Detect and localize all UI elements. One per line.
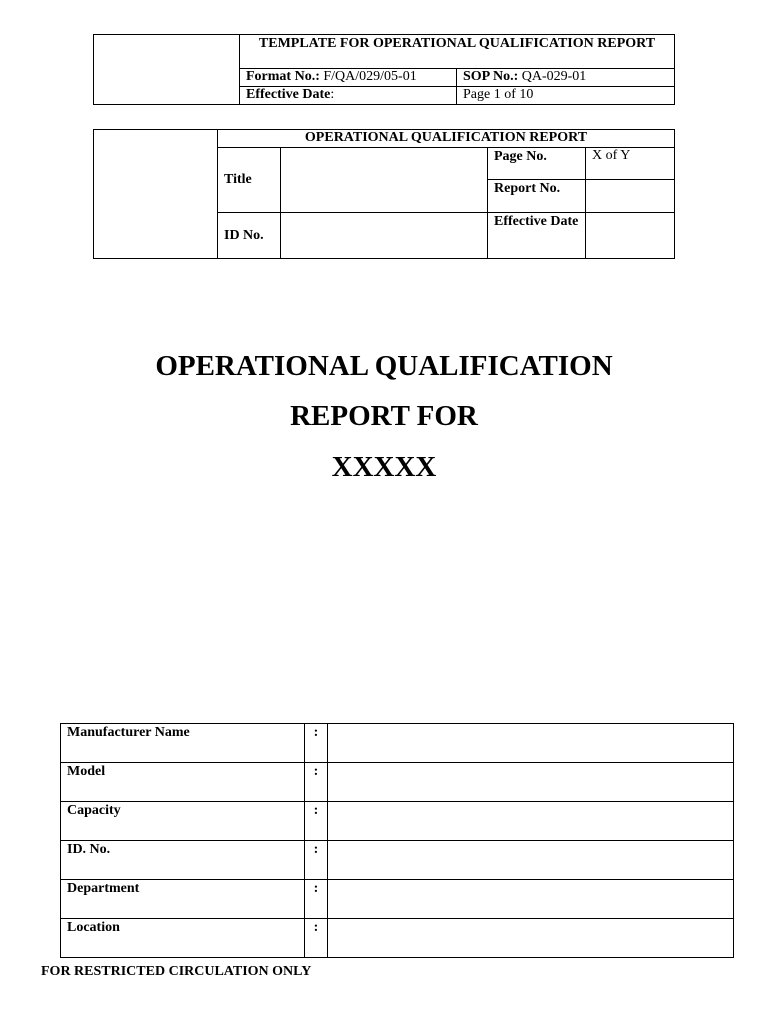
- manufacturer-name-field[interactable]: [328, 724, 734, 763]
- capacity-field[interactable]: [328, 802, 734, 841]
- title-value-field[interactable]: [281, 148, 488, 213]
- department-field[interactable]: [328, 880, 734, 919]
- page-no-label: Page No.: [488, 148, 586, 180]
- row-label: Manufacturer Name: [61, 724, 305, 763]
- report-no-value-field[interactable]: [586, 180, 675, 213]
- row-label: Location: [61, 919, 305, 958]
- effective-date-label: Effective Date: [246, 87, 331, 102]
- template-title: TEMPLATE FOR OPERATIONAL QUALIFICATION REPORT: [240, 35, 675, 69]
- main-title-line-3: XXXXX: [331, 451, 437, 483]
- row-separator: :: [305, 724, 328, 763]
- sop-no-cell: [457, 69, 675, 87]
- page-no-value: X of Y: [586, 148, 675, 180]
- id-no-value-field[interactable]: [281, 213, 488, 259]
- page-count: Page 1 of 10: [457, 87, 675, 105]
- row-separator: :: [305, 763, 328, 802]
- id-no-field[interactable]: [328, 841, 734, 880]
- row-label: Capacity: [61, 802, 305, 841]
- format-no-value: F/QA/029/05-01: [323, 69, 417, 84]
- table-row: [61, 919, 734, 958]
- id-no-label: ID No.: [218, 213, 281, 259]
- oq-report-table: [93, 129, 675, 259]
- main-title-line-2: REPORT FOR: [290, 400, 478, 432]
- oq-report-heading: OPERATIONAL QUALIFICATION REPORT: [218, 130, 675, 148]
- row-separator: :: [305, 841, 328, 880]
- effective-date-label-2: Effective Date: [488, 213, 586, 259]
- report-no-label: Report No.: [488, 180, 586, 213]
- format-no-label: Format No.:: [246, 69, 320, 84]
- effective-date-value-field[interactable]: [586, 213, 675, 259]
- main-title-line-1: OPERATIONAL QUALIFICATION: [155, 350, 613, 382]
- logo-cell: [94, 35, 240, 105]
- table-row: [61, 763, 734, 802]
- table-row: [61, 880, 734, 919]
- row-separator: :: [305, 919, 328, 958]
- document-header-table: [93, 34, 675, 105]
- row-label: ID. No.: [61, 841, 305, 880]
- title-label: Title: [218, 148, 281, 213]
- row-separator: :: [305, 802, 328, 841]
- table-row: [61, 841, 734, 880]
- row-label: Department: [61, 880, 305, 919]
- format-no-cell: [240, 69, 457, 87]
- row-label: Model: [61, 763, 305, 802]
- row-separator: :: [305, 880, 328, 919]
- equipment-details-table: [60, 723, 734, 958]
- sop-no-label: SOP No.:: [463, 69, 519, 84]
- location-field[interactable]: [328, 919, 734, 958]
- restricted-circulation-footer: FOR RESTRICTED CIRCULATION ONLY: [41, 964, 312, 979]
- effective-date-colon: :: [330, 87, 335, 102]
- table-row: [61, 802, 734, 841]
- sop-no-value: QA-029-01: [521, 69, 587, 84]
- model-field[interactable]: [328, 763, 734, 802]
- oq-logo-cell: [94, 130, 218, 259]
- table-row: [61, 724, 734, 763]
- effective-date-cell: [240, 87, 457, 105]
